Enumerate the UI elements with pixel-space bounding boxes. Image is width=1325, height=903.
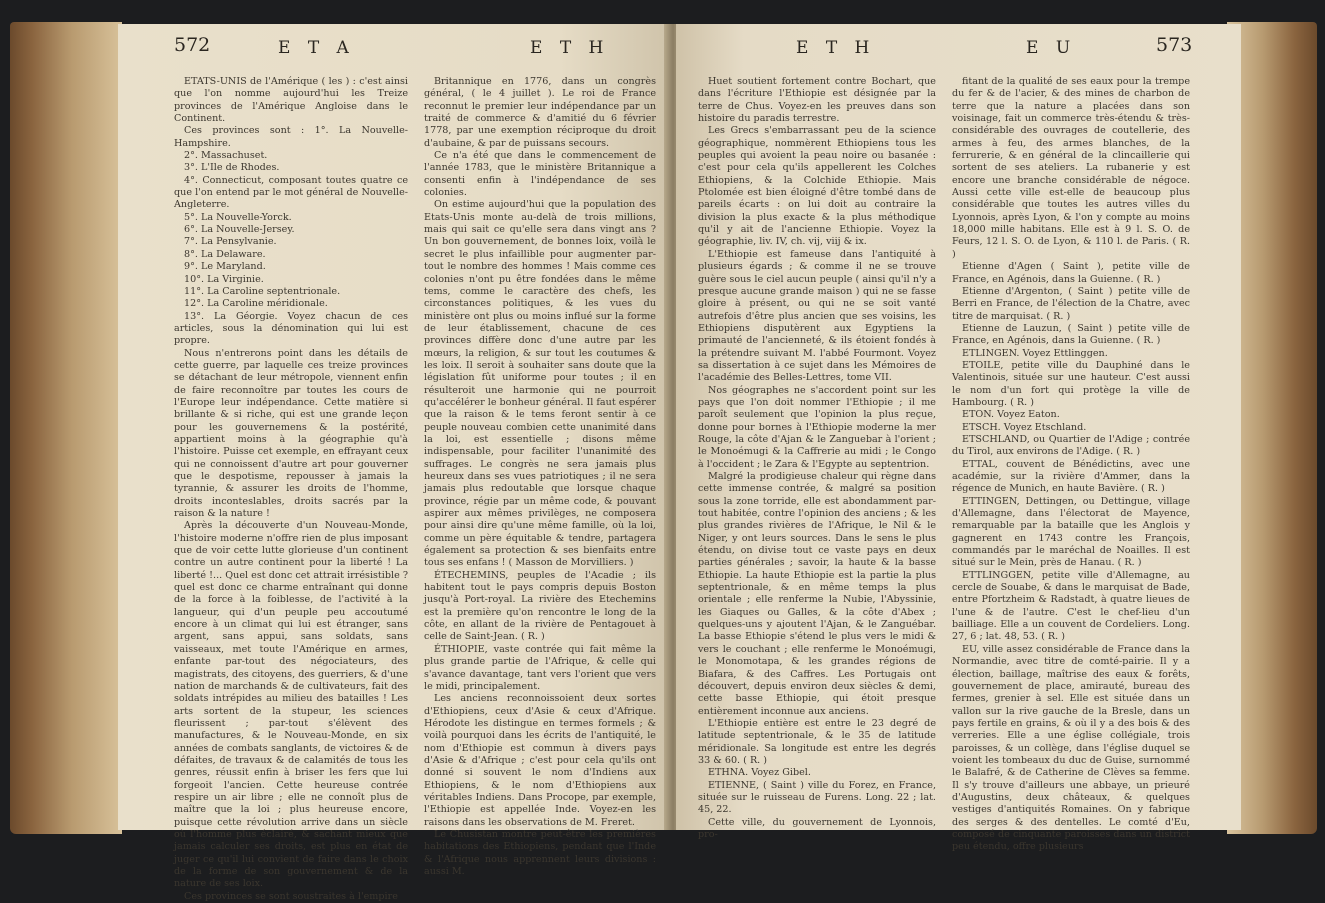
left-page-column-1 [174,76,408,902]
paragraph: ÉTECHEMINS, peuples de l'Acadie ; ils habitent tout le pays compris depuis Boston jusqu'à Port-royal. La rivière des Etechemins est la première qu'on rencontre le long de la côte, en allant de la rivière de Pentagouet à celle de Saint-Jean. ( R. ) [424,569,656,643]
paragraph: Le Chusistan montre peut-être les premières habitations des Ethiopiens, pendant que l'Inde & l'Afrique nous apprennent leurs divisions : aussi M. [424,828,656,877]
left-page-column-2 [424,76,656,877]
running-head-right-col2: E U [1026,38,1077,58]
book-edge-left [10,22,122,834]
paragraph: On estime aujourd'hui que la population des Etats-Unis monte au-delà de trois millions, mais qui sait ce qu'elle sera dans vingt ans ? Un bon gouvernement, de bonnes loix, voilà le secret le plus infaillible pour augmenter par-tout le nombre des hommes ! Mais comme ces colonies n'ont pu être fondées dans le même tems, comme le caractère des chefs, les circonstances politiques, & les vues du ministère ont plus ou moins influé sur la forme de leur établissement, chacune de ces provinces diffère donc d'une autre par les mœurs, la religion, & sur tout les coutumes & les loix. Il seroit à souhaiter sans doute que la législation fût uniforme pour toutes ; il en résulteroit une harmonie qui ne pourroit qu'accélérer le bonheur général. Il faut espérer que la raison & le tems feront sentir à ce peuple nouveau combien cette unanimité dans la loi, est essentielle ; disons même indispensable, pour faciliter l'unanimité des suffrages. Le congrès ne sera jamais plus heureux dans ses vues patriotiques ; il ne sera jamais plus redoutable que lorsque chaque province, régie par un même code, & pouvant aspirer aux mêmes privilèges, ne composera pour ainsi dire qu'une même famille, où la loi, comme un père équitable & tendre, partagera également sa protection & ses bienfaits entre tous ses enfans ! ( Masson de Morvilliers. ) [424,199,656,569]
paragraph: ETTLINGGEN, petite ville d'Allemagne, au cercle de Souabe, & dans le marquisat de Bade, entre Pfortzheim & Radstadt, à quatre lieues de l'une & de l'autre. C'est le chef-lieu d'un bailliage. Elle a un couvent de Cordeliers. Long. 27, 6 ; lat. 48, 53. ( R. ) [952,569,1190,643]
paragraph: 13°. La Géorgie. Voyez chacun de ces articles, sous la dénomination qui lui est propre. [174,310,408,347]
paragraph: 8°. La Delaware. [184,248,266,260]
paragraph: Britannique en 1776, dans un congrès général, ( le 4 juillet ). Le roi de France reconnut le premier leur indépendance par un traité de commerce & d'amitié du 6 février 1778, par une exemption réciproque du droit d'aubaine, & par de puissans secours. [424,76,656,149]
paragraph: ETON. Voyez Eaton. [962,409,1060,421]
paragraph: ETTAL, couvent de Bénédictins, avec une académie, sur la rivière d'Ammer, dans la régence de Munich, en haute Bavière. ( R. ) [952,458,1190,495]
paragraph: Les Grecs s'embarrassant peu de la science géographique, nommèrent Ethiopiens tous les peuples qui avoient la peau noire ou basanée : c'est pour cela qu'ils appellerent les Colches Ethiopiens, & la Colchide Ethiopie. Mais Ptolomée est bien éloigné d'être tombé dans de pareils écarts : on lui doit au contraire la division la plus exacte & la plus méthodique qu'il y ait de l'ancienne Ethiopie. Voyez la géographie, liv. IV, ch. vij, viij & ix. [698,125,936,248]
paragraph: 10°. La Virginie. [184,273,264,285]
paragraph: fitant de la qualité de ses eaux pour la trempe du fer & de l'acier, & des mines de charbon de terre que la nature a placées dans son voisinage, fait un commerce très-étendu & très-considérable des ouvrages de coutellerie, des armes à feu, des armes blanches, de la ferrurerie, & en général de la clincaillerie qui sortent de ses ateliers. La rubanerie y est encore une branche considérable de négoce. Aussi cette ville est-elle de beaucoup plus considérable que toutes les autres villes du Lyonnois, après Lyon, & l'on y compte au moins 18,000 mille habitans. Elle est à 9 l. S. O. de Feurs, 12 l. S. O. de Lyon, & 110 l. de Paris. ( R. ) [952,76,1190,260]
right-page-column-2 [952,76,1190,853]
right-page [676,24,1241,853]
paragraph: ETLINGEN. Voyez Ettlinggen. [962,347,1108,359]
right-page-column-1 [698,76,936,840]
paragraph: Huet soutient fortement contre Bochart, que dans l'écriture l'Ethiopie est désignée par la terre de Chus. Voyez-en les preuves dans son histoire du paradis terrestre. [698,76,936,125]
paragraph: ETSCHLAND, ou Quartier de l'Adige ; contrée du Tirol, aux environs de l'Adige. ( R. ) [952,433,1190,458]
paragraph: ETTINGEN, Dettingen, ou Dettingue, village d'Allemagne, dans l'électorat de Mayence, remarquable par la bataille que les Anglois y gagnerent en 1743 contre les François, commandés par le maréchal de Noailles. Il est situé sur le Mein, près de Hanau. ( R. ) [952,495,1190,569]
paragraph: Après la découverte d'un Nouveau-Monde, l'histoire moderne n'offre rien de plus imposant que de voir cette lutte glorieuse d'un continent contre un autre continent pour la liberté ! La liberté !... Quel est donc cet attrait irrésistible ? quel est donc ce charme entraînant qui donne de la force à la foiblesse, de l'activité à la langueur, qui d'un peuple peu accoutumé encore à un climat qui lui est étranger, sans argent, sans appui, sans soldats, sans vaisseaux, met toute l'Amérique en armes, enfante par-tout des négociateurs, des magistrats, des citoyens, des guerriers, & d'une nation de marchands & de cultivateurs, fait des soldats intrépides au milieu des batailles ! Les arts sortent de la stupeur, les sciences fleurissent ; par-tout s'élèvent des manufactures, & le Nouveau-Monde, en six années de combats sanglants, de victoires & de défaites, de travaux & de calamités de tous les genres, réussit enfin à briser les fers que lui forgeoit l'ancien. Cette heureuse contrée respire un air libre ; elle ne connoît plus de maître que la loi ; plus heureuse encore, puisque cette révolution arrive dans un siècle où l'homme plus éclairé, & sachant mieux que jamais calculer ses droits, est plus en état de juger ce qu'il lui convient de faire dans le choix de la forme de son gouvernement & de la nature de ses loix. [174,520,408,890]
paragraph: ETSCH. Voyez Etschland. [962,421,1087,433]
paragraph: 3°. L'Ile de Rhodes. [184,162,280,174]
paragraph: 2°. Massachuset. [184,150,268,162]
paragraph: Etienne d'Agen ( Saint ), petite ville de France, en Agénois, dans la Guienne. ( R. ) [952,261,1190,285]
paragraph: 12°. La Caroline méridionale. [184,298,328,310]
paragraph: Malgré la prodigieuse chaleur qui règne dans cette immense contrée, & malgré sa position sous la zone torride, elle est abondamment par-tout habitée, contre l'opinion des anciens ; & les plus grandes rivières de l'Afrique, le Nil & le Niger, y ont leurs sources. Dans le sens le plus étendu, on divise tout ce vaste pays en deux parties générales ; savoir, la haute & la basse Ethiopie. La haute Ethiopie est la partie la plus septentrionale, & en même temps la plus orientale ; elle renferme la Nubie, l'Abyssinie, les Giaques ou Galles, & la côte d'Abex ; quelques-uns y ajoutent l'Ajan, & le Zanguébar. La basse Ethiopie s'étend le plus vers le midi & vers le couchant ; elle renferme le Monoémugi, le Monomotapa, & les grandes régions de Biafara, & des Caffres. Les Portugais ont découvert, depuis environ deux siècles & demi, cette basse Ethiopie, qui étoit presque entièrement inconnue aux anciens. [698,471,936,717]
paragraph: 7°. La Pensylvanie. [184,236,277,248]
paragraph: L'Ethiopie entière est entre le 23 degré de latitude septentrionale, & le 35 de latitude méridionale. Sa longitude est entre les degrés 33 & 60. ( R. ) [698,717,936,766]
paragraph: Les anciens reconnoissoient deux sortes d'Ethiopiens, ceux d'Asie & ceux d'Afrique. Hérodote les distingue en termes formels ; & voilà pourquoi dans les écrits de l'antiquité, le nom d'Ethiopie est commun à divers pays d'Asie & d'Afrique ; c'est pour cela qu'ils ont donné si souvent le nom d'Indiens aux Ethiopiens, & le nom d'Ethiopiens aux véritables Indiens. Dans Procope, par exemple, l'Ethiopie est appellée Inde. Voyez-en les raisons dans les observations de M. Freret. [424,693,656,828]
paragraph: Etienne de Lauzun, ( Saint ) petite ville de France, en Agénois, dans la Guienne. ( R. ) [952,322,1190,347]
running-head-right-col1: E T H [796,38,876,58]
paragraph: Nous n'entrerons point dans les détails de cette guerre, par laquelle ces treize provinces se détachant de leur métropole, viennent enfin de faire reconnoître par toutes les cours de l'Europe leur indépendance. Cette matière si brillante & si riche, qui est une grande leçon pour les gouvernemens & la postérité, appartient moins à la géographie qu'à l'histoire. Puisse cet exemple, en effrayant ceux qui ne connoissent d'autre art pour gouverner que le despotisme, repousser à jamais la tyrannie, & assurer les droits de l'homme, droits inconteslables, droits sacrés par la raison & la nature ! [174,347,408,520]
paragraph: 5°. La Nouvelle-Yorck. [184,211,292,223]
page-number-right: 573 [1156,34,1193,56]
paragraph: 6°. La Nouvelle-Jersey. [184,224,295,236]
running-head-left-col2: E T H [530,38,610,58]
paragraph: L'Ethiopie est fameuse dans l'antiquité à plusieurs égards ; & comme il ne se trouve guère sous le ciel aucun peuple ( ainsi qu'il n'y a presque aucune grande maison ) qui ne se fasse gloire à présent, ou qui ne se soit vanté autrefois d'être plus ancien que ses voisins, les Ethiopiens disputèrent aux Egyptiens la primauté de l'ancienneté, & ils étoient fondés à la prétendre suivant M. l'abbé Fourmont. Voyez sa dissertation à ce sujet dans les Mémoires de l'académie des Belles-Lettres, tome VII. [698,248,936,384]
page-number-left: 572 [174,34,211,56]
paragraph: ETHNA. Voyez Gibel. [708,767,811,779]
paragraph: Cette ville, du gouvernement de Lyonnois, pro- [698,816,936,840]
paragraph: Nos géographes ne s'accordent point sur les pays que l'on doit nommer l'Ethiopie ; il me paroît seulement que l'opinion la plus reçue, donne pour bornes à l'Ethiopie moderne la mer Rouge, la côte d'Ajan & le Zanguebar à l'orient ; le Monoémugi & la Caffrerie au midi ; le Congo à l'occident ; le Zara & l'Egypte au septentrion. [698,384,936,470]
paragraph: 4°. Connecticut, composant toutes quatre ce que l'on entend par le mot général de Nouvelle-Angleterre. [174,174,408,211]
left-page [118,24,670,902]
paragraph: ETATS-UNIS de l'Amérique ( les ) : c'est ainsi que l'on nomme aujourd'hui les Treize provinces de l'Amérique Angloise dans le Continent. [174,76,408,125]
paragraph: Ces provinces sont : 1°. La Nouvelle-Hampshire. [174,125,408,149]
paragraph: Ce n'a été que dans le commencement de l'année 1783, que le ministère Britannique a consenti enfin à l'indépendance de ses colonies. [424,150,656,199]
paragraph: ÉTHIOPIE, vaste contrée qui fait même la plus grande partie de l'Afrique, & celle qui s'avance davantage, tant vers l'orient que vers le midi, principalement. [424,643,656,692]
running-head-left-col1: E T A [278,38,355,58]
paragraph: ETIENNE, ( Saint ) ville du Forez, en France, située sur le ruisseau de Furens. Long. 22 ; lat. 45, 22. [698,779,936,816]
paragraph: EU, ville assez considérable de France dans la Normandie, avec titre de comté-pairie. Il y a élection, baillage, maîtrise des eaux & forêts, gouvernement de place, amirauté, bureau des fermes, grenier à sel. Elle est située dans un vallon sur la rive gauche de la Bresle, dans un pays fertile en grains, & où il y a des bois & des verreries. Elle a une église collégiale, trois paroisses, & un collège, dans l'église duquel se voient les tombeaux du duc de Guise, surnommé le Balafré, & de Catherine de Clèves sa femme. Il s'y trouve d'ailleurs une abbaye, un prieuré d'Augustins, deux châteaux, & quelques vestiges d'antiquités Romaines. On y fabrique des serges & des dentelles. Le comté d'Eu, composé de cinquante paroisses dans un district peu étendu, offre plusieurs [952,643,1190,853]
paragraph: Etienne d'Argenton, ( Saint ) petite ville de Berri en France, de l'élection de la Chatre, avec titre de marquisat. ( R. ) [952,285,1190,322]
paragraph: Ces provinces se sont soustraites à l'empire [184,890,398,902]
paragraph: 11°. La Caroline septentrionale. [184,285,341,297]
paragraph: 9°. Le Maryland. [184,261,266,273]
paragraph: ETOILE, petite ville du Dauphiné dans le Valentinois, située sur une hauteur. C'est aussi le nom d'un fort qui protège la ville de Hambourg. ( R. ) [952,359,1190,408]
